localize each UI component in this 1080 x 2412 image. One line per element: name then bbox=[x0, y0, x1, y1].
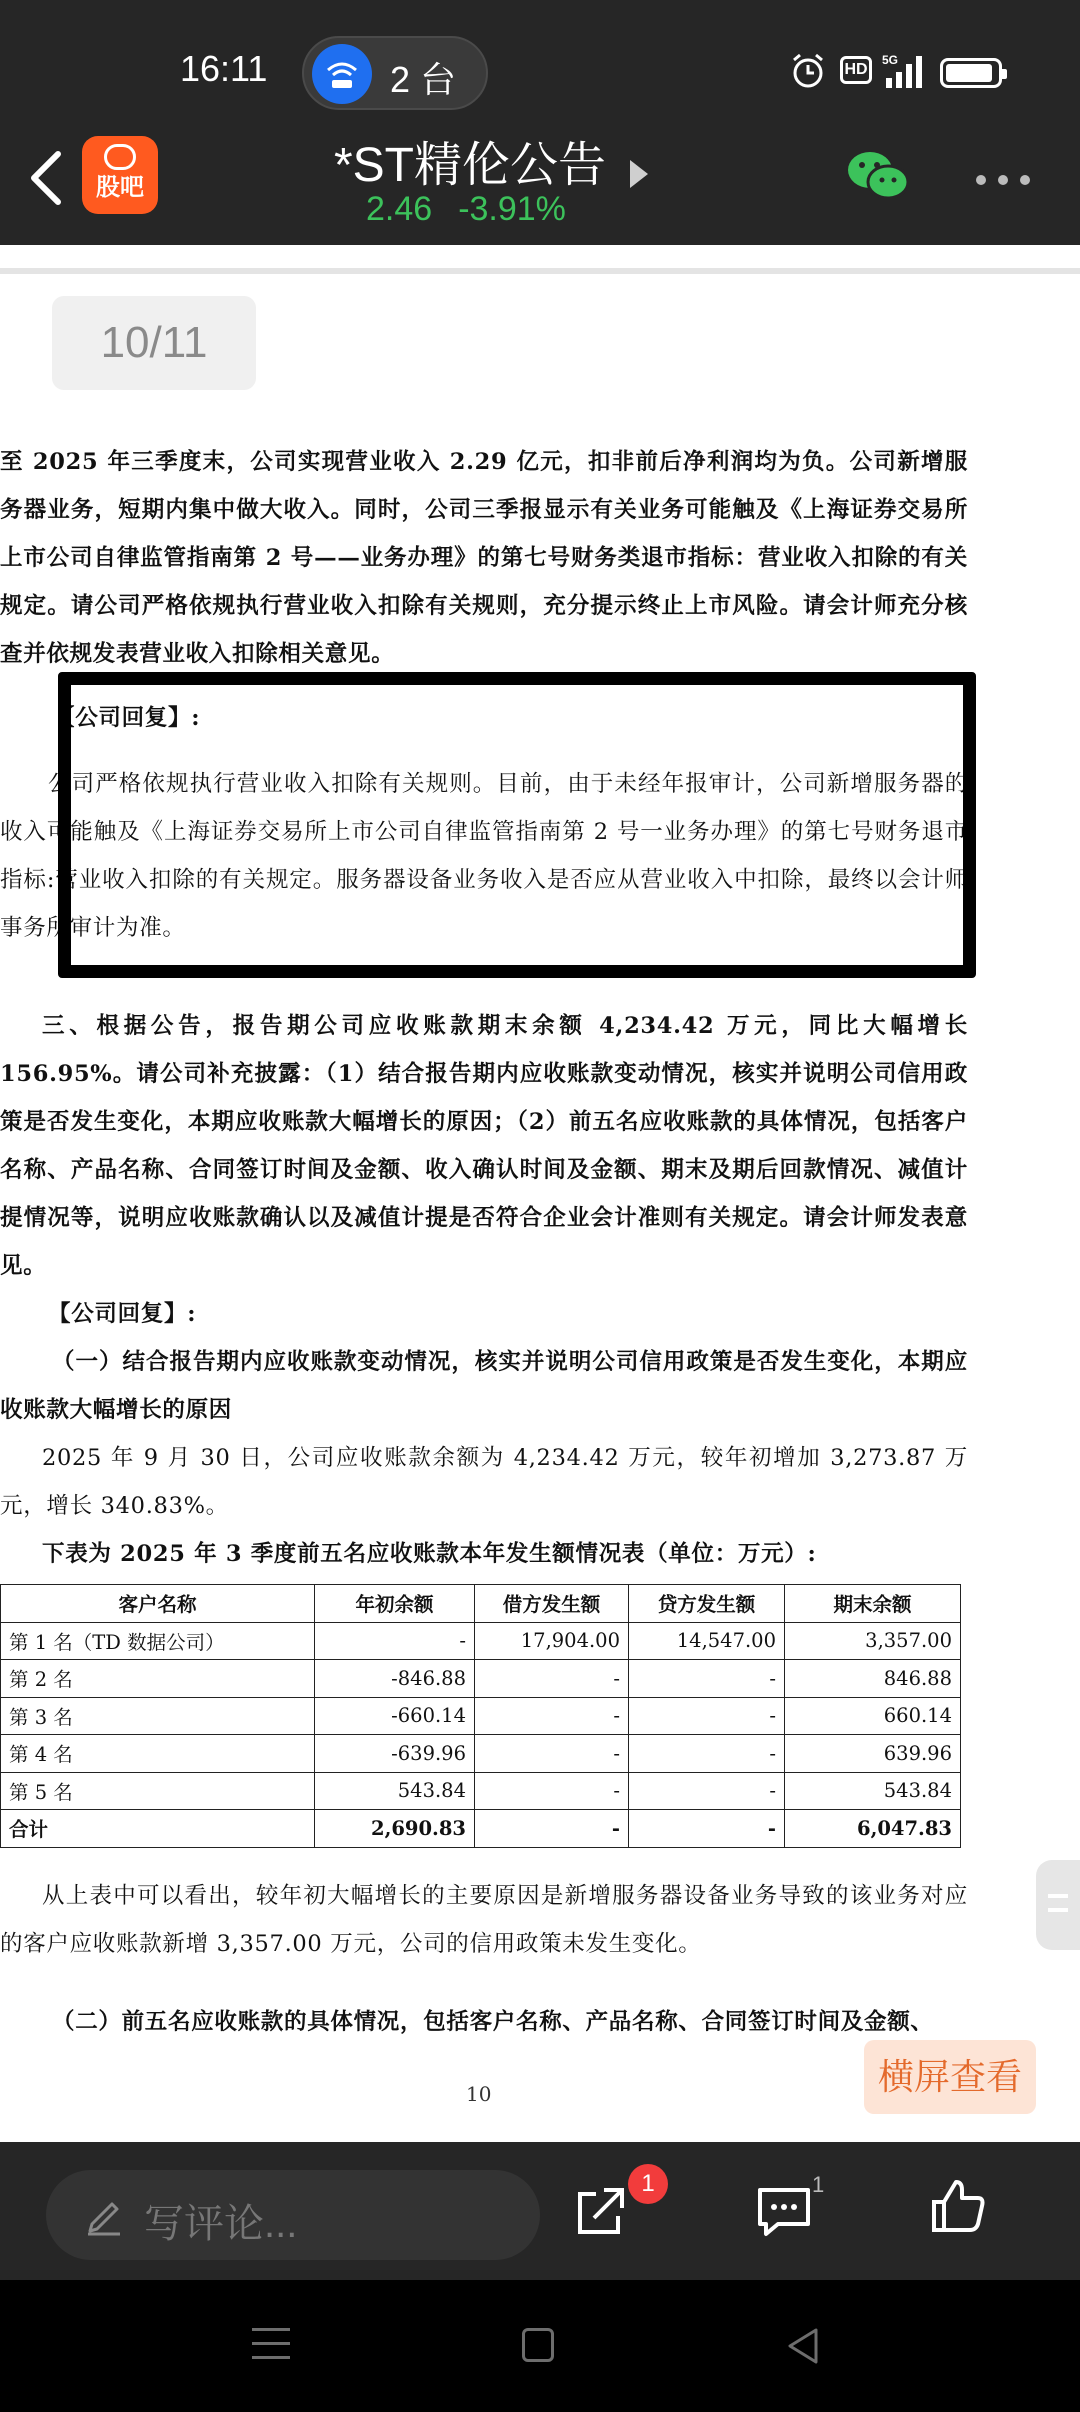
landscape-view-button[interactable]: 横屏查看 bbox=[864, 2040, 1036, 2114]
battery-icon bbox=[940, 58, 1002, 88]
paragraph-q2-text: 至 2025 年三季度末，公司实现营业收入 2.29 亿元，扣非前后净利润均为负。公司新增服务器业务，短期内集中做大收入。同时，公司三季报显示有关业务可能触及《上海证券交易所上市公司自律监管指南第 2 号——业务办理》的第七号财务类退市指标：营业收入扣除的有关规定。请公司严格依规执行营业收入扣除有关规则，充分提示终止上市风险。请会计师充分核查并依规发表营业收入扣除相关意见。 bbox=[0, 449, 968, 667]
table-cell: - bbox=[475, 1772, 629, 1810]
comment-input[interactable] bbox=[46, 2170, 540, 2260]
table-cell: 660.14 bbox=[785, 1697, 961, 1735]
table-cell: - bbox=[629, 1697, 785, 1735]
recent-apps-icon[interactable] bbox=[252, 2328, 290, 2370]
table-cell: 543.84 bbox=[785, 1772, 961, 1810]
table-cell: - bbox=[629, 1660, 785, 1698]
table-cell: 17,904.00 bbox=[475, 1622, 629, 1660]
hotspot-icon bbox=[312, 44, 372, 104]
table-cell: 639.96 bbox=[785, 1735, 961, 1773]
highlight-annotation-box bbox=[58, 672, 976, 978]
table-cell: -846.88 bbox=[315, 1660, 475, 1698]
comment-count: 1 bbox=[812, 2172, 825, 2197]
table-cell: 第 5 名 bbox=[1, 1772, 315, 1810]
table-cell: 846.88 bbox=[785, 1660, 961, 1698]
table-row bbox=[1, 1735, 961, 1773]
table-cell: - bbox=[315, 1622, 475, 1660]
nav-back-icon[interactable] bbox=[784, 2326, 820, 2366]
question-3-text: 三、根据公告，报告期公司应收账款期末余额 4,234.42 万元，同比大幅增长 156.95%。请公司补充披露：（1）结合报告期内应收账款变动情况，核实并说明公司信用政策是否发生变化，本期应收账款大幅增长的原因；（2）前五名应收账款的具体情况，包括客户名称、产品名称、合同签订时间及金额、收入确认时间及金额、期末及期后回款情况、减值计提情况等，说明应收账款确认以及减值计提是否符合企业会计准则有关规定。请会计师发表意见。 bbox=[0, 1013, 968, 1279]
pencil-icon bbox=[84, 2194, 124, 2236]
signal-5g-icon bbox=[882, 52, 932, 90]
table-cell: 14,547.00 bbox=[629, 1622, 785, 1660]
back-arrow-icon[interactable] bbox=[26, 148, 66, 208]
system-navigation-bar bbox=[0, 2280, 1080, 2412]
wechat-share-icon[interactable] bbox=[846, 148, 910, 204]
table-header-cell: 客户名称 bbox=[1, 1585, 315, 1623]
side-drawer-handle[interactable] bbox=[1036, 1860, 1080, 1950]
table-cell: - bbox=[629, 1735, 785, 1773]
comment-bubble-icon[interactable] bbox=[754, 2184, 814, 2240]
table-analysis-text: 从上表中可以看出，较年初大幅增长的主要原因是新增服务器设备业务导致的该业务对应的客户应收账款新增 3,357.00 万元，公司的信用政策未发生变化。 bbox=[0, 1883, 968, 1957]
table-total-row bbox=[1, 1810, 961, 1848]
table-cell: 合计 bbox=[1, 1810, 315, 1848]
home-icon[interactable] bbox=[522, 2328, 554, 2362]
table-cell: -639.96 bbox=[315, 1735, 475, 1773]
table-row bbox=[1, 1772, 961, 1810]
more-options-icon[interactable] bbox=[976, 172, 1042, 190]
table-header-cell: 期末余额 bbox=[785, 1585, 961, 1623]
subsection-1-title: （一）结合报告期内应收账款变动情况，核实并说明公司信用政策是否发生变化，本期应收账款大幅增长的原因 bbox=[0, 1349, 968, 1423]
table-cell: -660.14 bbox=[315, 1697, 475, 1735]
guba-logo[interactable] bbox=[82, 136, 158, 214]
table-caption: 下表为 2025 年 3 季度前五名应收账款本年发生额情况表（单位：万元）: bbox=[42, 1541, 817, 1567]
svg-text:5G: 5G bbox=[882, 53, 899, 67]
table-cell: 第 2 名 bbox=[1, 1660, 315, 1698]
table-cell: - bbox=[475, 1697, 629, 1735]
guba-logo-text: 股吧 bbox=[96, 174, 144, 201]
table-cell: - bbox=[629, 1772, 785, 1810]
reply-heading: 【公司回复】: bbox=[52, 705, 201, 731]
table-header-cell: 贷方发生额 bbox=[629, 1585, 785, 1623]
stock-change: -3.91% bbox=[458, 190, 566, 228]
table-row bbox=[1, 1697, 961, 1735]
subsection-2-title: （二）前五名应收账款的具体情况，包括客户名称、产品名称、合同签订时间及金额、 bbox=[52, 2009, 934, 2035]
table-cell: 543.84 bbox=[315, 1772, 475, 1810]
table-cell: 2,690.83 bbox=[315, 1810, 475, 1848]
table-header-cell: 年初余额 bbox=[315, 1585, 475, 1623]
subsection-1-body: 2025 年 9 月 30 日，公司应收账款余额为 4,234.42 万元，较年初增加 3,273.87 万元，增长 340.83%。 bbox=[0, 1445, 968, 1519]
hotspot-indicator[interactable] bbox=[302, 36, 488, 110]
receivables-table bbox=[0, 1584, 961, 1848]
reply-body: 公司严格依规执行营业收入扣除有关规则。目前，由于未经年报审计，公司新增服务器的收入可能触及《上海证券交易所上市公司自律监管指南第 2 号一业务办理》的第七号财务退市指标:营业收入扣除的有关规定。服务器设备业务收入是否应从营业收入中扣除，最终以会计师事务所审计为准。 bbox=[0, 771, 968, 941]
table-cell: - bbox=[629, 1810, 785, 1848]
page-title: *ST精伦公告 bbox=[333, 139, 607, 192]
hotspot-device-count: 2 台 bbox=[390, 59, 457, 100]
bottom-action-bar bbox=[0, 2142, 1080, 2280]
table-row bbox=[1, 1622, 961, 1660]
table-cell: 第 1 名（TD 数据公司） bbox=[1, 1622, 315, 1660]
page-number: 10 bbox=[466, 2082, 492, 2106]
comment-placeholder: 写评论... bbox=[144, 2202, 298, 2246]
table-cell: 第 4 名 bbox=[1, 1735, 315, 1773]
status-time: 16:11 bbox=[180, 48, 268, 89]
header-divider bbox=[0, 268, 1080, 274]
top-bar bbox=[0, 0, 1080, 245]
table-cell: 6,047.83 bbox=[785, 1810, 961, 1848]
table-header-cell: 借方发生额 bbox=[475, 1585, 629, 1623]
table-header-row bbox=[1, 1585, 961, 1623]
reply-heading-2: 【公司回复】: bbox=[48, 1301, 197, 1327]
alarm-icon bbox=[790, 52, 826, 90]
table-cell: - bbox=[475, 1735, 629, 1773]
table-cell: - bbox=[475, 1660, 629, 1698]
share-icon[interactable] bbox=[570, 2182, 630, 2242]
play-arrow-icon[interactable] bbox=[630, 160, 648, 188]
stock-quote bbox=[366, 190, 592, 229]
table-cell: 第 3 名 bbox=[1, 1697, 315, 1735]
table-row bbox=[1, 1660, 961, 1698]
share-badge: 1 bbox=[628, 2164, 668, 2204]
table-cell: - bbox=[475, 1810, 629, 1848]
stock-price: 2.46 bbox=[366, 190, 433, 228]
page-indicator: 10/11 bbox=[52, 296, 256, 390]
thumbs-up-icon[interactable] bbox=[928, 2176, 988, 2236]
hd-voice-icon: HD bbox=[840, 56, 872, 84]
table-cell: 3,357.00 bbox=[785, 1622, 961, 1660]
